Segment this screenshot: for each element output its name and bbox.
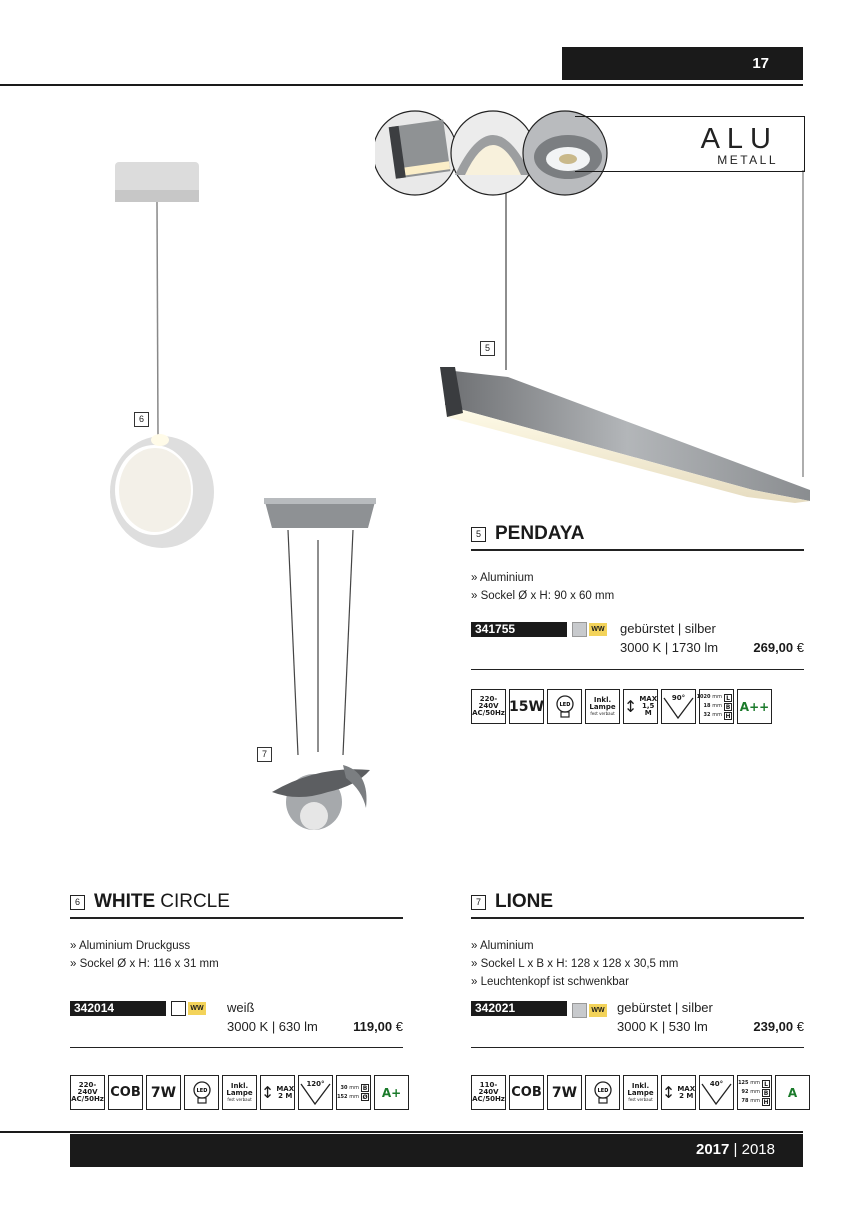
watt-icon xyxy=(509,689,544,724)
voltage-icon xyxy=(70,1075,105,1110)
beam-angle-icon xyxy=(699,1075,734,1110)
lione-spec: 3000 K | 530 lm xyxy=(617,1018,708,1034)
dim-unit: mm xyxy=(750,1089,760,1095)
lione-price-value: 239,00 xyxy=(753,1018,794,1034)
dim-unit: mm xyxy=(712,712,722,718)
max-line-2: 2 M xyxy=(679,1091,694,1100)
white-circle-image xyxy=(100,160,220,560)
lione-article-number: 342021 xyxy=(471,1001,567,1016)
beam-angle-icon xyxy=(298,1075,333,1110)
inkl-line-3: fest verbaut xyxy=(590,711,615,716)
beam-angle-value: 40° xyxy=(709,1080,724,1088)
inkl-lampe-icon xyxy=(623,1075,658,1110)
lione-image-tag: 7 xyxy=(257,747,272,762)
max-height-icon: ↕ MAX 2 M xyxy=(661,1075,696,1110)
inkl-line-3: fest verbaut xyxy=(227,1097,252,1102)
dim-l-value: 1020 xyxy=(696,694,711,700)
alu-subtitle: METALL xyxy=(717,153,778,167)
led-bulb-icon xyxy=(547,689,582,724)
white-circle-name-bold: WHITE xyxy=(94,891,156,912)
pendaya-ww-badge: WW xyxy=(589,623,607,636)
pendaya-row-rule xyxy=(471,669,804,671)
max-height-icon: ↕ MAX 2 M xyxy=(260,1075,295,1110)
lione-features xyxy=(471,937,804,991)
inkl-line-2: Lampe xyxy=(627,1089,654,1097)
inkl-line-2: Lampe xyxy=(226,1089,253,1097)
white-circle-row-rule xyxy=(70,1047,403,1049)
dimensions-icon: 125 mm L 92 mm B 78 mm H xyxy=(737,1075,772,1110)
pendaya-title-rule xyxy=(471,549,804,551)
watt-value: 15W xyxy=(509,698,544,715)
pendaya-spec: 3000 K | 1730 lm xyxy=(620,639,719,655)
watt-icon xyxy=(146,1075,181,1110)
footer-separator: | xyxy=(733,1141,738,1158)
dim-unit: mm xyxy=(349,1093,359,1100)
pendaya-features xyxy=(471,569,804,605)
white-circle-title xyxy=(70,891,403,913)
max-line-1: MAX xyxy=(639,695,658,703)
dim-b-value: 18 xyxy=(703,703,711,709)
pendaya-article-row xyxy=(471,622,804,662)
inkl-line-1: Inkl. xyxy=(230,1082,249,1090)
voltage-line-2: AC/50Hz xyxy=(472,1095,505,1103)
lione-title xyxy=(471,891,804,913)
white-circle-title-rule xyxy=(70,917,403,919)
voltage-line-1: 220-240V xyxy=(478,695,499,710)
energy-class-icon xyxy=(737,689,772,724)
dim-b-value: 92 xyxy=(741,1089,749,1095)
energy-class: A+ xyxy=(381,1085,402,1100)
dim-unit: mm xyxy=(750,1098,760,1104)
lione-row-rule xyxy=(471,1047,804,1049)
page-number-bar xyxy=(562,47,803,80)
white-circle-image-tag: 6 xyxy=(134,412,149,427)
lione-name: LIONE xyxy=(495,891,554,912)
dim-unit: mm xyxy=(750,1080,760,1086)
footer-year-light: 2018 xyxy=(741,1141,775,1158)
white-circle-finish: weiß xyxy=(227,999,255,1015)
energy-class-icon xyxy=(374,1075,409,1110)
feature-item: » Aluminium xyxy=(471,571,534,584)
product-white-circle xyxy=(70,891,403,1041)
energy-class-icon xyxy=(775,1075,810,1110)
alu-metall-badge xyxy=(575,116,805,172)
pendaya-name: PENDAYA xyxy=(495,523,585,544)
lione-article-row xyxy=(471,1001,804,1041)
dim-h-value: 78 xyxy=(741,1098,749,1104)
voltage-line-2: AC/50Hz xyxy=(472,709,505,717)
white-circle-spec: 3000 K | 630 lm xyxy=(227,1018,318,1034)
inkl-line-2: Lampe xyxy=(589,703,616,711)
feature-item: » Leuchtenkopf ist schwenkbar xyxy=(471,975,629,988)
led-bulb-icon xyxy=(184,1075,219,1110)
pendaya-currency: € xyxy=(796,639,804,655)
pendaya-number: 5 xyxy=(471,527,486,542)
pendaya-icons xyxy=(471,689,772,724)
voltage-icon xyxy=(471,689,506,724)
energy-class: A++ xyxy=(739,699,770,714)
cob-label: COB xyxy=(511,1085,542,1100)
dim-unit: mm xyxy=(712,694,722,700)
beam-angle-value: 120° xyxy=(306,1080,325,1088)
feature-item: » Sockel Ø x H: 116 x 31 mm xyxy=(70,957,219,970)
pendaya-image-tag: 5 xyxy=(480,341,495,356)
inkl-lampe-icon xyxy=(222,1075,257,1110)
white-circle-article-row xyxy=(70,1001,403,1041)
white-circle-number: 6 xyxy=(70,895,85,910)
pendaya-article-number: 341755 xyxy=(471,622,567,637)
dim-h-value: 32 xyxy=(703,712,711,718)
led-label: LED xyxy=(559,701,570,708)
footer-divider xyxy=(0,1131,803,1133)
watt-value: 7W xyxy=(150,1084,177,1101)
feature-item: » Sockel L x B x H: 128 x 128 x 30,5 mm xyxy=(471,957,679,970)
cob-icon xyxy=(509,1075,544,1110)
lione-title-rule xyxy=(471,917,804,919)
max-line-2: 2 M xyxy=(278,1091,293,1100)
white-circle-color-swatch xyxy=(171,1001,186,1016)
dimensions-icon: 1020 mm L 18 mm B 32 mm H xyxy=(699,689,734,724)
detail-circle-end xyxy=(375,111,457,195)
lione-currency: € xyxy=(796,1018,804,1034)
lione-price xyxy=(753,1019,804,1034)
lione-ww-badge: WW xyxy=(589,1004,607,1017)
dim-l-value: 125 xyxy=(738,1080,749,1086)
white-circle-features xyxy=(70,937,403,973)
product-lione xyxy=(471,891,804,1041)
max-height-icon: ↕ MAX 1,5 M xyxy=(623,689,658,724)
alu-title: ALU xyxy=(700,123,778,155)
voltage-line-2: AC/50Hz xyxy=(71,1095,104,1103)
dim-h-value: 152 xyxy=(337,1093,348,1100)
beam-angle-icon xyxy=(661,689,696,724)
led-label: LED xyxy=(597,1087,608,1094)
footer-year-bold: 2017 xyxy=(696,1141,730,1158)
cob-label: COB xyxy=(110,1085,141,1100)
led-label: LED xyxy=(196,1087,207,1094)
energy-class: A xyxy=(787,1085,798,1100)
watt-icon xyxy=(547,1075,582,1110)
beam-angle-value: 90° xyxy=(671,694,686,702)
top-divider xyxy=(0,84,803,86)
white-circle-price-value: 119,00 xyxy=(353,1018,393,1034)
dim-b-value: 30 xyxy=(340,1084,348,1091)
lione-icons xyxy=(471,1075,810,1110)
white-circle-price xyxy=(353,1019,403,1034)
inkl-line-1: Inkl. xyxy=(631,1082,650,1090)
white-circle-ww-badge: WW xyxy=(188,1002,206,1015)
max-line-1: MAX xyxy=(677,1084,696,1093)
dimensions-icon: 30 mm B 152 mm Ø xyxy=(336,1075,371,1110)
feature-item: » Aluminium xyxy=(471,939,534,952)
lione-image xyxy=(258,490,388,850)
inkl-lampe-icon xyxy=(585,689,620,724)
white-circle-icons xyxy=(70,1075,409,1110)
pendaya-title xyxy=(471,523,804,545)
page-number: 17 xyxy=(752,55,769,72)
voltage-icon xyxy=(471,1075,506,1110)
product-pendaya xyxy=(471,523,804,662)
white-circle-article-number: 342014 xyxy=(70,1001,166,1016)
pendaya-finish: gebürstet | silber xyxy=(620,620,716,636)
pendaya-price-value: 269,00 xyxy=(753,639,794,655)
pendaya-price xyxy=(753,640,804,655)
feature-item: » Sockel Ø x H: 90 x 60 mm xyxy=(471,589,615,602)
white-circle-name-light: CIRCLE xyxy=(160,891,230,912)
lione-finish: gebürstet | silber xyxy=(617,999,713,1015)
inkl-line-3: fest verbaut xyxy=(628,1097,653,1102)
feature-item: » Aluminium Druckguss xyxy=(70,939,191,952)
voltage-line-1: 220-240V xyxy=(77,1081,98,1096)
inkl-line-1: Inkl. xyxy=(593,696,612,704)
pendaya-color-swatch xyxy=(572,622,587,637)
watt-value: 7W xyxy=(551,1084,578,1101)
led-bulb-icon xyxy=(585,1075,620,1110)
dim-unit: mm xyxy=(712,703,722,709)
lione-number: 7 xyxy=(471,895,486,910)
lione-color-swatch xyxy=(572,1003,587,1018)
max-line-2: 1,5 M xyxy=(642,702,655,717)
max-line-1: MAX xyxy=(276,1084,295,1093)
voltage-line-1: 110-240V xyxy=(478,1081,499,1096)
cob-icon xyxy=(108,1075,143,1110)
dim-unit: mm xyxy=(349,1084,359,1091)
footer-bar xyxy=(70,1134,803,1167)
white-circle-currency: € xyxy=(395,1018,403,1034)
